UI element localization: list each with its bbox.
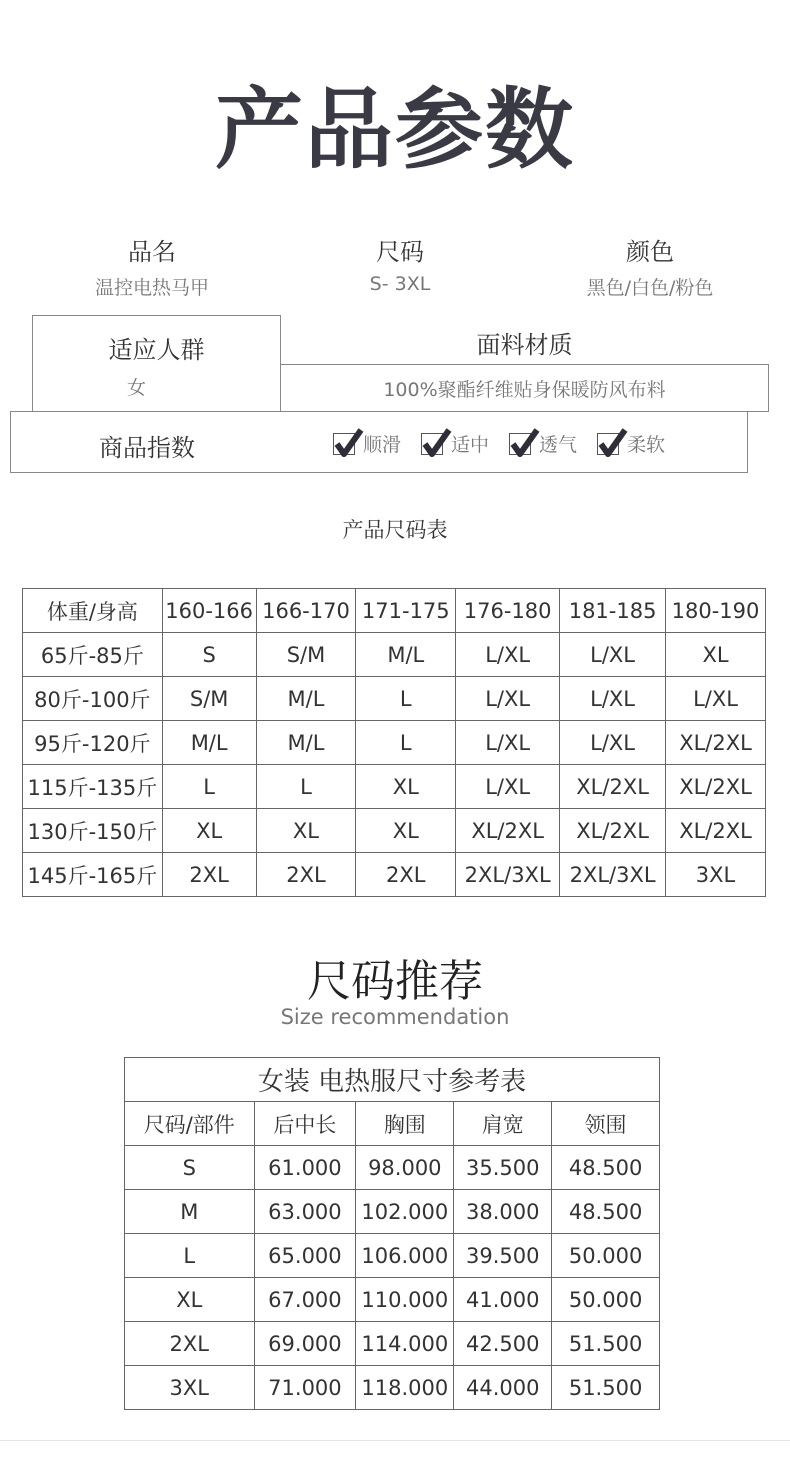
index-checklist xyxy=(333,430,665,457)
checkbox-checked-icon xyxy=(597,433,619,455)
product-name-label: 品名 xyxy=(128,238,176,266)
table-row: 145斤-165斤 2XL 2XL 2XL 2XL/3XL 2XL/3XL 3XL xyxy=(23,853,766,897)
color-value: 黑色/白色/粉色 xyxy=(586,277,714,299)
table-row: 2XL 69.000 114.000 42.500 51.500 xyxy=(125,1322,660,1366)
divider xyxy=(0,1440,790,1441)
table-row: 130斤-150斤 XL XL XL XL/2XL XL/2XL XL/2XL xyxy=(23,809,766,853)
table-row: L 65.000 106.000 39.500 50.000 xyxy=(125,1234,660,1278)
table-row: 65斤-85斤 S S/M M/L L/XL L/XL XL xyxy=(23,633,766,677)
size-value: S- 3XL xyxy=(369,273,431,295)
table-row: S 61.000 98.000 35.500 48.500 xyxy=(125,1146,660,1190)
checkbox-checked-icon xyxy=(509,433,531,455)
table-row: M 63.000 102.000 38.000 48.500 xyxy=(125,1190,660,1234)
recommendation-table xyxy=(124,1057,660,1410)
recommendation-subtitle: Size recommendation xyxy=(280,1005,510,1029)
recommendation-title: 尺码推荐 xyxy=(307,956,483,1007)
table-row: XL 67.000 110.000 41.000 50.000 xyxy=(125,1278,660,1322)
index-item: 柔软 xyxy=(597,430,665,457)
table-row: 3XL 71.000 118.000 44.000 51.500 xyxy=(125,1366,660,1410)
table-row: 80斤-100斤 S/M M/L L L/XL L/XL L/XL xyxy=(23,677,766,721)
index-item: 透气 xyxy=(509,430,577,457)
fabric-label: 面料材质 xyxy=(476,331,573,359)
checkbox-checked-icon xyxy=(333,433,355,455)
table-header-row: 体重/身高 160-166 166-170 171-175 176-180 181-185 180-190 xyxy=(23,589,766,633)
fabric-value: 100%聚酯纤维贴身保暖防风布料 xyxy=(383,378,666,401)
size-chart-title: 产品尺码表 xyxy=(342,518,448,542)
table-title-row: 女装 电热服尺寸参考表 xyxy=(125,1058,660,1102)
index-box xyxy=(10,411,748,473)
audience-label: 适应人群 xyxy=(108,336,205,364)
fabric-box xyxy=(280,364,769,412)
index-item: 适中 xyxy=(421,430,489,457)
index-item: 顺滑 xyxy=(333,430,401,457)
audience-value: 女 xyxy=(126,377,146,399)
product-name-value: 温控电热马甲 xyxy=(94,277,209,299)
page-title: 产品参数 xyxy=(214,78,575,181)
index-label: 商品指数 xyxy=(99,434,195,462)
size-label: 尺码 xyxy=(376,238,424,266)
color-label: 颜色 xyxy=(626,238,674,266)
size-chart-table xyxy=(22,588,766,897)
checkbox-checked-icon xyxy=(421,433,443,455)
table-row: 95斤-120斤 M/L M/L L L/XL L/XL XL/2XL xyxy=(23,721,766,765)
audience-box xyxy=(32,315,281,415)
table-header-row: 尺码/部件 后中长 胸围 肩宽 领围 xyxy=(125,1102,660,1146)
table-row: 115斤-135斤 L L XL L/XL XL/2XL XL/2XL xyxy=(23,765,766,809)
